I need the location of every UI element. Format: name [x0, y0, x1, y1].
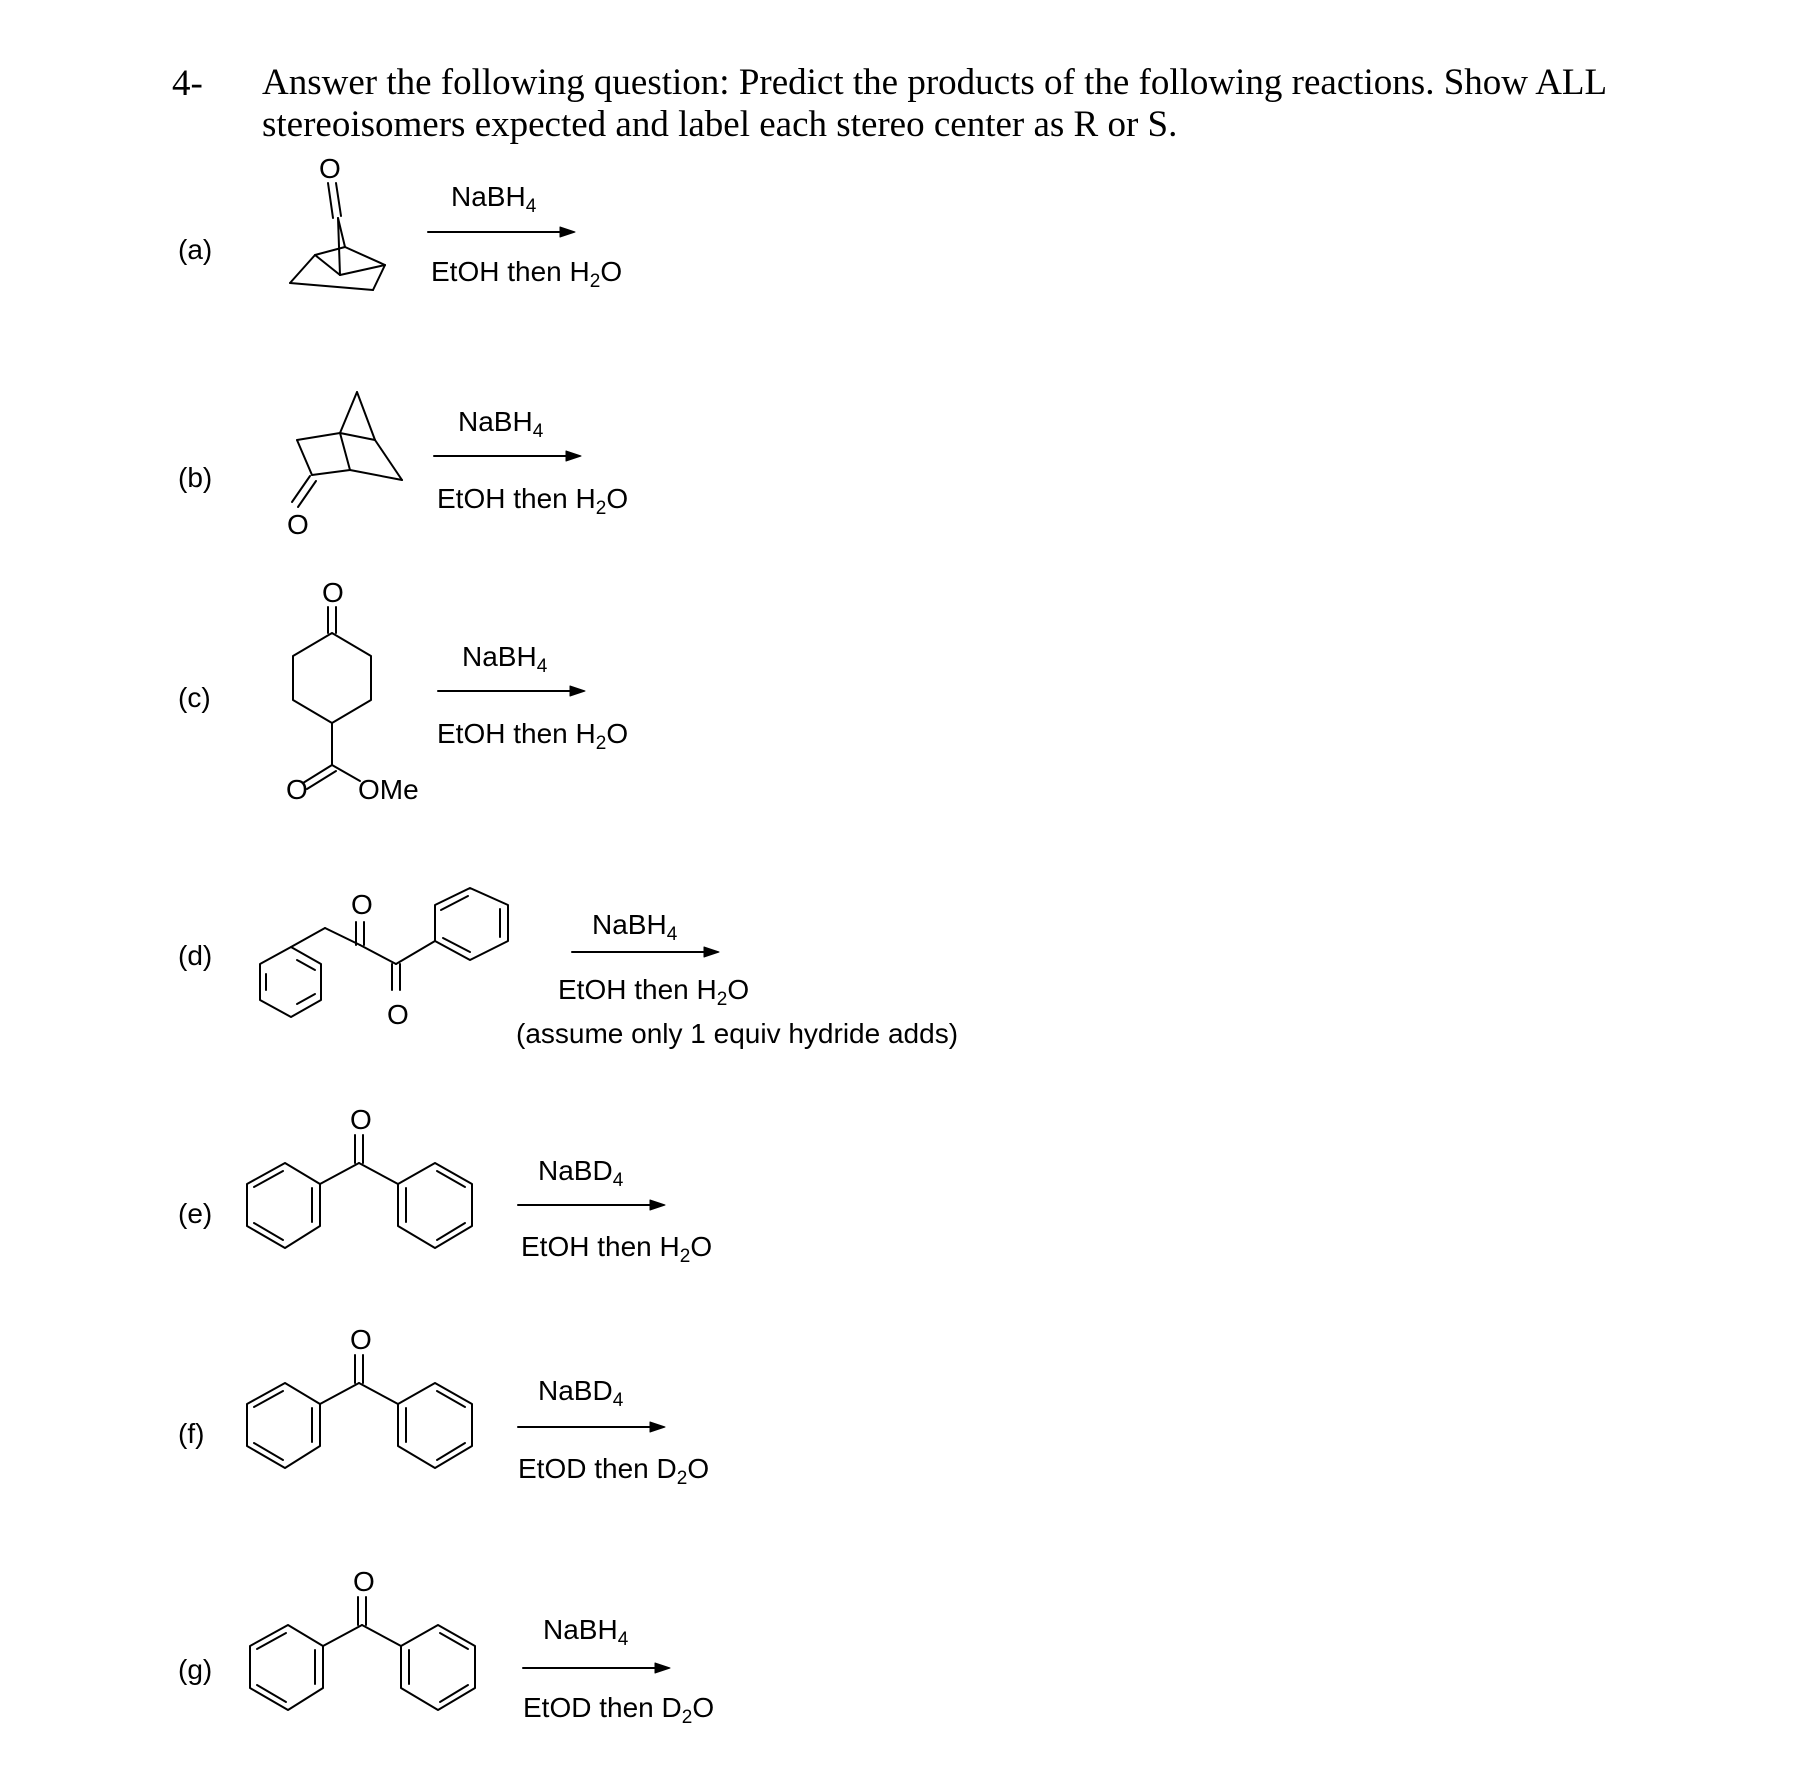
oxygen-atom-b: O: [287, 509, 309, 540]
aromatic-bond: [437, 1171, 465, 1187]
reagent-bottom-e: EtOH then $H_2O$: [521, 1231, 713, 1267]
reaction-arrow-b: [434, 451, 581, 461]
aromatic-bond: [254, 1391, 283, 1407]
part-label-a: (a): [178, 234, 213, 265]
reaction-arrow-a: [428, 227, 575, 237]
reagent-top-a: NaBH$_4$: [451, 181, 537, 217]
bond: [360, 945, 396, 964]
ester-carbonyl-bond: [307, 771, 336, 789]
benzene-ring-right: [398, 1383, 472, 1468]
oxygen-atom-d-2: O: [387, 999, 409, 1030]
benzene-ring-left: [247, 1383, 320, 1468]
reagent-bottom-b: EtOH then $H_2O$: [437, 483, 629, 519]
bond: [291, 928, 325, 947]
bond: [325, 928, 360, 945]
reagent-bottom-c: EtOH then $H_2O$: [437, 718, 629, 754]
molecule-a-norbornanone: [290, 153, 385, 290]
bond: [396, 941, 435, 964]
aromatic-bond: [297, 994, 315, 1004]
molecule-e-benzophenone: [247, 1104, 472, 1248]
bond: [315, 247, 345, 255]
bond: [359, 1163, 398, 1184]
bond: [345, 247, 385, 265]
part-label-g: (g): [178, 1654, 213, 1685]
molecule-f-benzophenone: [247, 1324, 472, 1468]
oxygen-atom-g: O: [353, 1566, 375, 1597]
oxygen-atom-c-ester: O: [286, 774, 308, 805]
benzene-ring-left: [250, 1625, 323, 1710]
part-label-f: (f): [178, 1418, 205, 1449]
reagent-bottom-f: EtOD then $D_2O$: [518, 1453, 710, 1489]
oxygen-atom-c-ketone: O: [322, 577, 344, 608]
bond: [315, 255, 340, 275]
bond: [297, 433, 340, 440]
part-label-c: (c): [178, 682, 211, 713]
reaction-arrow-g: [523, 1663, 670, 1673]
benzene-ring-right: [401, 1625, 475, 1710]
oxygen-atom-d-1: O: [351, 889, 373, 920]
reagent-top-b: NaBH$_4$: [458, 406, 544, 442]
carbonyl-bond: [298, 481, 316, 507]
question-text: Answer the following question: Predict the products of the following reactions. Show ALL stereoisomers expected and label each stereo center as R or S.: [262, 62, 1606, 145]
carbonyl-bond: [292, 476, 310, 502]
bond: [312, 470, 350, 475]
carbonyl-bond: [328, 183, 333, 218]
reagent-top-e: NaBD$_4$: [538, 1155, 624, 1191]
benzene-ring-left: [260, 947, 321, 1017]
bond: [373, 265, 385, 290]
methoxy-group: OMe: [358, 774, 419, 805]
aromatic-bond: [297, 960, 315, 970]
oxygen-atom-e: O: [350, 1104, 372, 1135]
aromatic-bond: [441, 896, 468, 910]
molecule-d-diketone: [260, 888, 508, 1030]
reagent-top-f: NaBD$_4$: [538, 1375, 624, 1411]
reagent-top-c: NaBH$_4$: [462, 641, 548, 677]
benzene-ring-left: [247, 1163, 320, 1248]
benzene-ring-right: [398, 1163, 472, 1248]
aromatic-bond: [254, 1171, 283, 1187]
bond: [340, 392, 357, 433]
bond: [320, 1383, 359, 1404]
reaction-arrow-d: [572, 947, 719, 957]
molecule-g-benzophenone: [250, 1566, 475, 1710]
bond: [359, 1383, 398, 1404]
aromatic-bond: [440, 1633, 468, 1649]
aromatic-bond: [437, 1391, 465, 1407]
cyclohexane-ring: [293, 633, 371, 723]
molecule-c-ketoester: [286, 577, 419, 805]
part-label-b: (b): [178, 462, 213, 493]
bond: [290, 255, 315, 283]
bond: [340, 265, 385, 275]
reaction-note-d: (assume only 1 equiv hydride adds): [516, 1018, 959, 1049]
bond: [357, 392, 375, 440]
bond: [340, 433, 350, 470]
part-label-e: (e): [178, 1198, 213, 1229]
bond: [320, 1163, 359, 1184]
oxygen-atom-f: O: [350, 1324, 372, 1355]
aromatic-bond: [257, 1633, 286, 1649]
aromatic-bond: [443, 938, 470, 952]
bond: [290, 283, 373, 290]
reagent-top-g: NaBH$_4$: [543, 1614, 629, 1650]
oxygen-atom-a: O: [319, 153, 341, 184]
reaction-arrow-e: [518, 1200, 665, 1210]
molecule-b-norbornanone: [287, 392, 402, 540]
reaction-arrow-f: [518, 1422, 665, 1432]
part-label-d: (d): [178, 940, 213, 971]
bond: [375, 440, 402, 480]
reagent-bottom-d: EtOH then $H_2O$: [558, 974, 750, 1010]
bond: [350, 470, 402, 480]
bond: [362, 1625, 401, 1646]
bond: [340, 433, 375, 440]
question-number: 4-: [172, 63, 203, 104]
bond: [323, 1625, 362, 1646]
reagent-bottom-g: EtOD then $D_2O$: [523, 1692, 715, 1728]
reagent-bottom-a: EtOH then $H_2O$: [431, 256, 623, 292]
benzene-ring-right: [435, 888, 508, 960]
bond: [297, 440, 312, 475]
carbonyl-bond: [336, 183, 341, 216]
reagent-top-d: NaBH$_4$: [592, 909, 678, 945]
reaction-arrow-c: [438, 686, 585, 696]
bond: [332, 765, 360, 781]
